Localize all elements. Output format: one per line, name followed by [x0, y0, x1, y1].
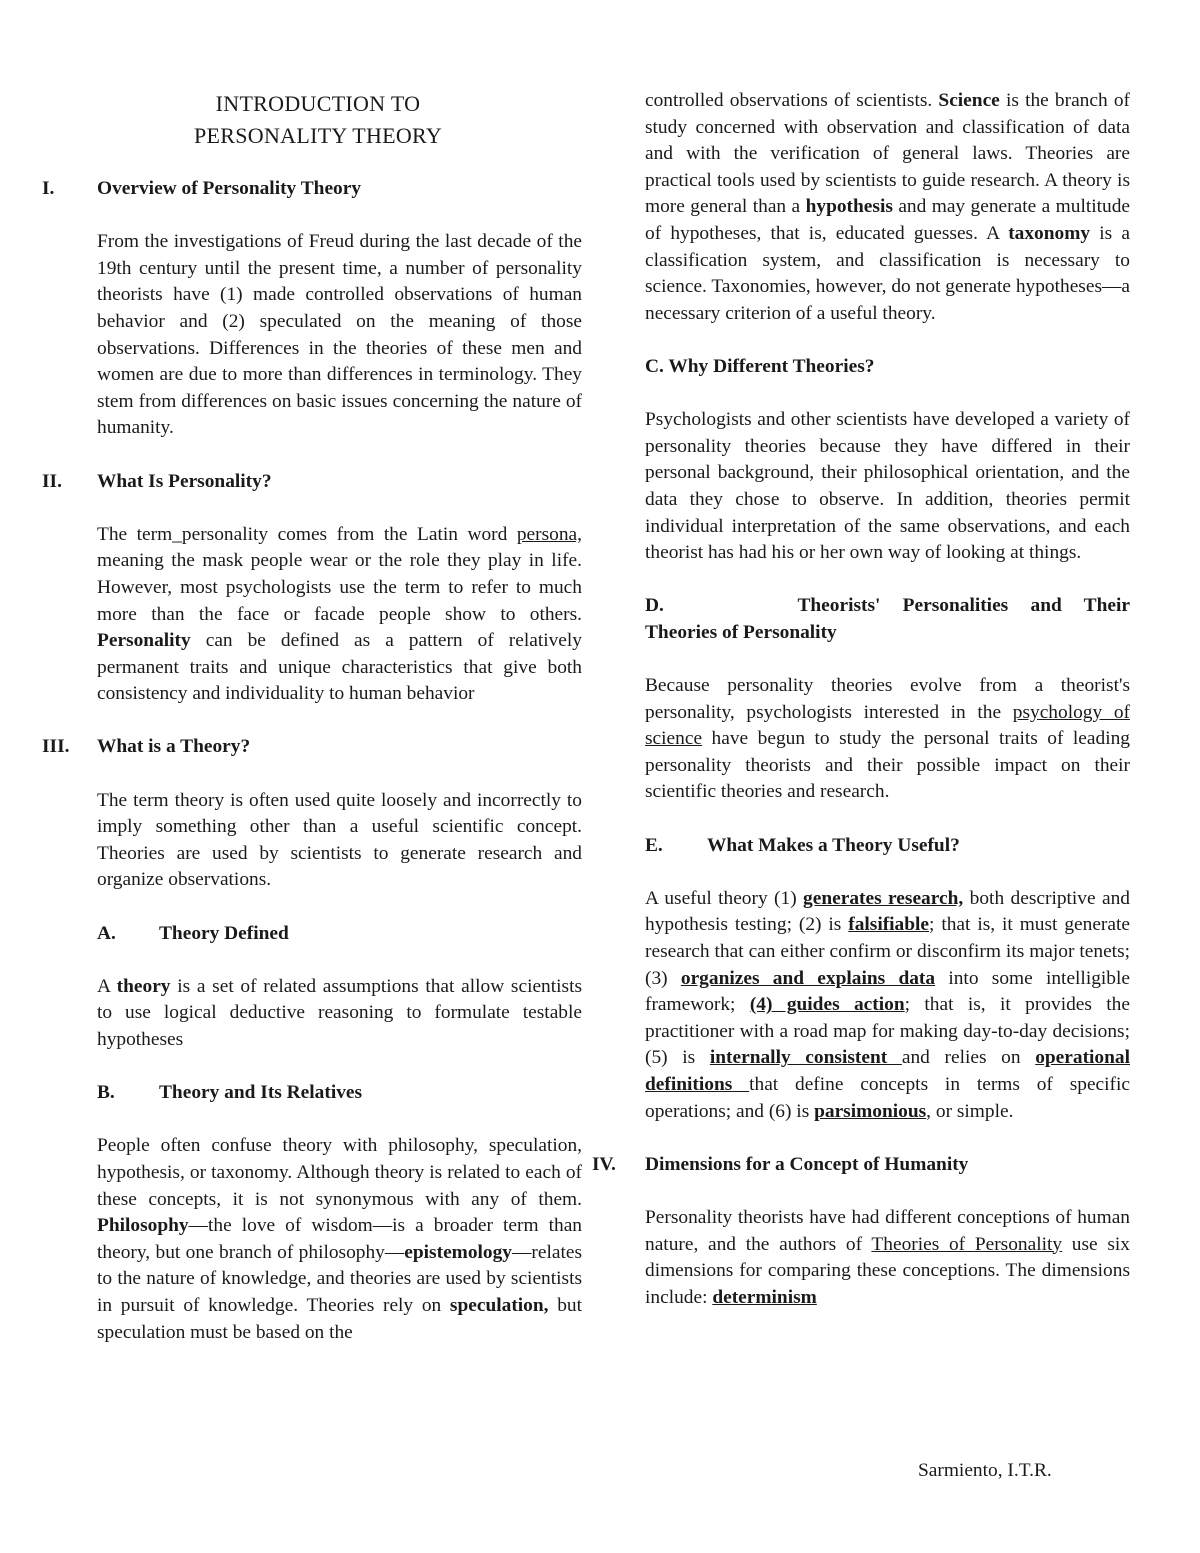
- term-hypothesis: hypothesis: [805, 196, 893, 218]
- subsection-c-body: Psychologists and other scientists have developed a variety of personality theories because they have differed in their personal background, their philosophical orientation, and the data they chose to observe. In addition, theories permit individual interpretation of the same observations, and each theorist has had his or her own way of looking at things.: [645, 409, 1130, 564]
- section-2-body: The term_personality comes from the Latin word persona, meaning the mask people wear or the role they play in life. However, most psychologists use the term to refer to much more than the face or facade people show to others. Personality can be defined as a pattern of relatively permanent traits and unique characteristics that give both consistency and individuality to human behavior: [97, 523, 582, 705]
- subsection-e-heading: E. What Makes a Theory Useful?: [645, 834, 960, 856]
- section-4-body: Personality theorists have had different conceptions of human nature, and the authors of Theories of Personality use six dimensions for comparing these conceptions. The dimensions include: determinism: [645, 1206, 1130, 1308]
- right-column: [590, 88, 1130, 1311]
- section-number: II.: [42, 470, 62, 492]
- section-number: IV.: [592, 1153, 616, 1175]
- term-philosophy: Philosophy: [97, 1215, 189, 1237]
- subsection-b-body-part-1: People often confuse theory with philosophy, speculation, hypothesis, or taxonomy. Although theory is related to each of these concepts, it is not synonymous with any of them. Philosophy—the love of wisdom—is a broader term than theory, but one branch of philosophy—epistemology—relates to the nature of knowledge, and theories are used by scientists in pursuit of knowledge. Theories rely on speculation, but speculation must be based on the: [97, 1135, 582, 1343]
- section-title: Dimensions for a Concept of Humanity: [645, 1153, 969, 1175]
- criterion-operational-definitions: operational definitions: [645, 1047, 1130, 1095]
- term-personality: Personality: [97, 630, 191, 652]
- subsection-b-heading: B. Theory and Its Relatives: [97, 1082, 363, 1104]
- term-speculation: speculation,: [449, 1294, 549, 1316]
- section-title: What is a Theory?: [97, 736, 251, 758]
- subsection-b-body-part-2: controlled observations of scientists. Science is the branch of study concerned with observation and classification of data and with the verification of general laws. Theories are practical tools used by scientists to guide research. A theory is more general than a hypothesis and may generate a multitude of hypotheses, that is, educated guesses. A taxonomy is a classification system, and classification is necessary to science. Taxonomies, however, do not generate hypotheses—a necessary criterion of a useful theory.: [645, 90, 1130, 324]
- criterion-guides-action: (4) guides action: [749, 994, 905, 1016]
- criterion-falsifiable: falsifiable: [848, 914, 930, 936]
- author-footer: Sarmiento, I.T.R.: [918, 1460, 1052, 1481]
- book-title: Theories of Personality: [871, 1233, 1063, 1255]
- subsection-a-heading: A. Theory Defined: [97, 922, 289, 944]
- term-epistemology: epistemology: [404, 1241, 512, 1263]
- section-number: I.: [42, 178, 55, 199]
- section-number: III.: [42, 736, 70, 758]
- document-title: [42, 88, 582, 152]
- section-1-heading: [42, 176, 582, 203]
- dimension-determinism: determinism: [712, 1286, 817, 1308]
- criterion-organizes-data: organizes and explains data: [680, 967, 936, 989]
- section-title: Overview of Personality Theory: [97, 178, 362, 199]
- term-psychology-of-science: psychology of science: [645, 701, 1130, 750]
- subsection-c-heading: C. Why Different Theories?: [645, 355, 875, 377]
- criterion-generates-research: generates research,: [803, 887, 964, 909]
- subsection-e-body: A useful theory (1) generates research, both descriptive and hypothesis testing; (2) is falsifiable; that is, it must generate research that can either confirm or disconfirm its major tenets; (3) organizes and explains data into some intelligible framework; (4) guides action; that is, it provides the practitioner with a road map for making day-to-day decisions; (5) is internally consistent and relies on operational definitions that define concepts in terms of specific operations; and (6) is parsimonious, or simple.: [645, 887, 1131, 1122]
- title-line-2: PERSONALITY THEORY: [193, 123, 443, 148]
- subsection-d-heading: D. Theorists' Personalities and Their Theories of Personality: [645, 595, 1130, 643]
- term-theory: theory: [116, 975, 171, 997]
- section-3-body: The term theory is often used quite loosely and incorrectly to imply something other than a useful scientific concept. Theories are used by scientists to generate research and organize observations.: [97, 789, 582, 891]
- criterion-internally-consistent: internally consistent: [709, 1047, 902, 1069]
- section-2-heading: [42, 469, 582, 496]
- criterion-parsimonious: parsimonious: [814, 1100, 927, 1122]
- term-science: Science: [938, 90, 1000, 111]
- term-persona: persona,: [516, 523, 582, 545]
- section-title: What Is Personality?: [97, 470, 272, 492]
- subsection-d-body: Because personality theories evolve from a theorist's personality, psychologists interested in the psychology of science have begun to study the personal traits of leading personality theorists and their possible impact on their scientific theories and research.: [645, 675, 1130, 803]
- section-3-heading: [42, 734, 582, 761]
- section-1-body: From the investigations of Freud during the last decade of the 19th century until the present time, a number of personality theorists have (1) made controlled observations of human behavior and (2) speculated on the meaning of those observations. Differences in the theories of these men and women are due to more than differences in terminology. They stem from differences on basic issues concerning the nature of humanity.: [97, 231, 582, 439]
- section-4-heading: [590, 1152, 1130, 1179]
- left-column: [42, 88, 582, 1346]
- term-taxonomy: taxonomy: [1008, 222, 1091, 244]
- title-line-1: INTRODUCTION TO: [215, 91, 421, 116]
- subsection-a-body: A theory is a set of related assumptions that allow scientists to use logical deductive reasoning to formulate testable hypotheses: [97, 975, 583, 1050]
